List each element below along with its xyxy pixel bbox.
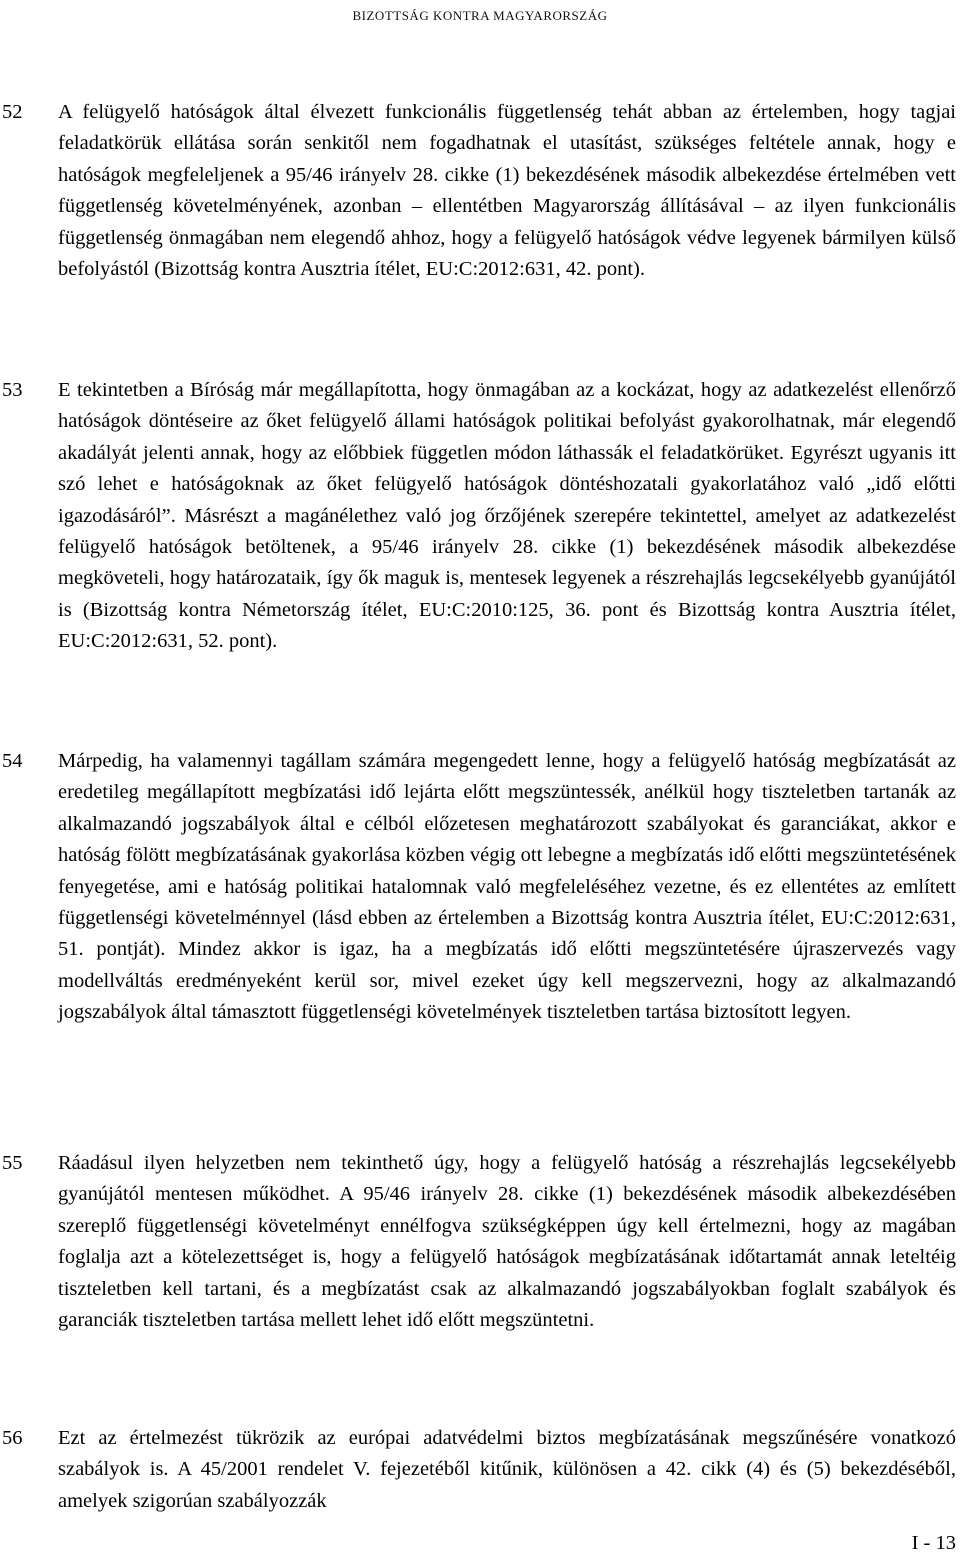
- paragraph-text: Ráadásul ilyen helyzetben nem tekinthető úgy, hogy a felügyelő hatóság a részrehajlás legcsekélyebb gyanújától mentesen működhet. A 95/46 irányelv 28. cikke (1) bekezdésének második albekezdésében szereplő függetlenségi követelményt ennélfogva szükségképpen úgy kell értelmezni, hogy az magában foglalja azt a kötelezettséget is, hogy a felügyelő hatóságok megbízatásának időtartamát annak leteltéig tiszteletben kell tartani, és a megbízatást csak az alkalmazandó jogszabályokban foglalt szabályok és garanciák tiszteletben tartása mellett lehet idő előtt megszüntetni.: [58, 1152, 956, 1332]
- paragraph-number: 55: [2, 1152, 23, 1174]
- paragraph-text: Márpedig, ha valamennyi tagállam számára megengedett lenne, hogy a felügyelő hatóság megbízatását az eredetileg megállapított megbízatási idő lejárta előtt megszüntessék, anélkül hogy tiszteletben tartanák az alkalmazandó jogszabályok által e célból előzetesen meghatározott szabályokat és garanciákat, akkor e hatóság fölött megbízatásának gyakorlása közben végig ott lebegne a megbízatás idő előtti megszüntetésének fenyegetése, ami e hatóság politikai hatalomnak való megfeleléséhez vezetne, és ez ellentétes az említett függetlenségi követelménnyel (lásd ebben az értelemben a Bizottság kontra Ausztria ítélet, EU:C:2012:631, 51. pontját). Mindez akkor is igaz, ha a megbízatás idő előtti megszüntetésére újraszervezés vagy modellváltás eredményeként kerül sor, mivel ezeket úgy kell megszervezni, hogy az alkalmazandó jogszabályok által támasztott függetlenségi követelmények tiszteletben tartása biztosított legyen.: [58, 750, 956, 1024]
- paragraph-text: Ezt az értelmezést tükrözik az európai adatvédelmi biztos megbízatásának megszűnésére vonatkozó szabályok is. A 45/2001 rendelet V. fejezetéből kitűnik, különösen a 42. cikk (4) és (5) bekezdéséből, amelyek szigorúan szabályozzák: [58, 1427, 956, 1512]
- page-number: I - 13: [911, 1532, 956, 1554]
- paragraph-number: 53: [2, 379, 23, 401]
- paragraph-number: 52: [2, 101, 23, 123]
- paragraph-number: 56: [2, 1427, 23, 1449]
- paragraph-text: A felügyelő hatóságok által élvezett funkcionális függetlenség tehát abban az értelemben, hogy tagjai feladatkörük ellátása során senkitől nem fogadhatnak el utasítást, szükséges feltétele annak, hogy e hatóságok megfeleljenek a 95/46 irányelv 28. cikke (1) bekezdésének második albekezdése értelmében vett függetlenség követelményének, azonban – ellentétben Magyarország állításával – az ilyen funkcionális függetlenség önmagában nem elegendő ahhoz, hogy a felügyelő hatóságok védve legyenek bármilyen külső befolyástól (Bizottság kontra Ausztria ítélet, EU:C:2012:631, 42. pont).: [58, 101, 956, 281]
- paragraph-text: E tekintetben a Bíróság már megállapította, hogy önmagában az a kockázat, hogy az adatkezelést ellenőrző hatóságok döntéseire az őket felügyelő állami hatóságok politikai befolyást gyakorolhatnak, már elegendő akadályát jelenti annak, hogy az előbbiek független módon láthassák el feladatkörüket. Egyrészt ugyanis itt szó lehet e hatóságoknak az őket felügyelő hatóságok döntéshozatali gyakorlatához való „idő előtti igazodásáról”. Másrészt a magánélethez való jog őrzőjének szerepére tekintettel, amelyet az adatkezelést felügyelő hatóságok betöltenek, a 95/46 irányelv 28. cikke (1) bekezdésének második albekezdése megköveteli, hogy határozataik, így ők maguk is, mentesek legyenek a részrehajlás legcsekélyebb gyanújától is (Bizottság kontra Németország ítélet, EU:C:2010:125, 36. pont és Bizottság kontra Ausztria ítélet, EU:C:2012:631, 52. pont).: [58, 379, 956, 653]
- running-header: BIZOTTSÁG KONTRA MAGYARORSZÁG: [352, 8, 608, 23]
- paragraph-number: 54: [2, 750, 23, 772]
